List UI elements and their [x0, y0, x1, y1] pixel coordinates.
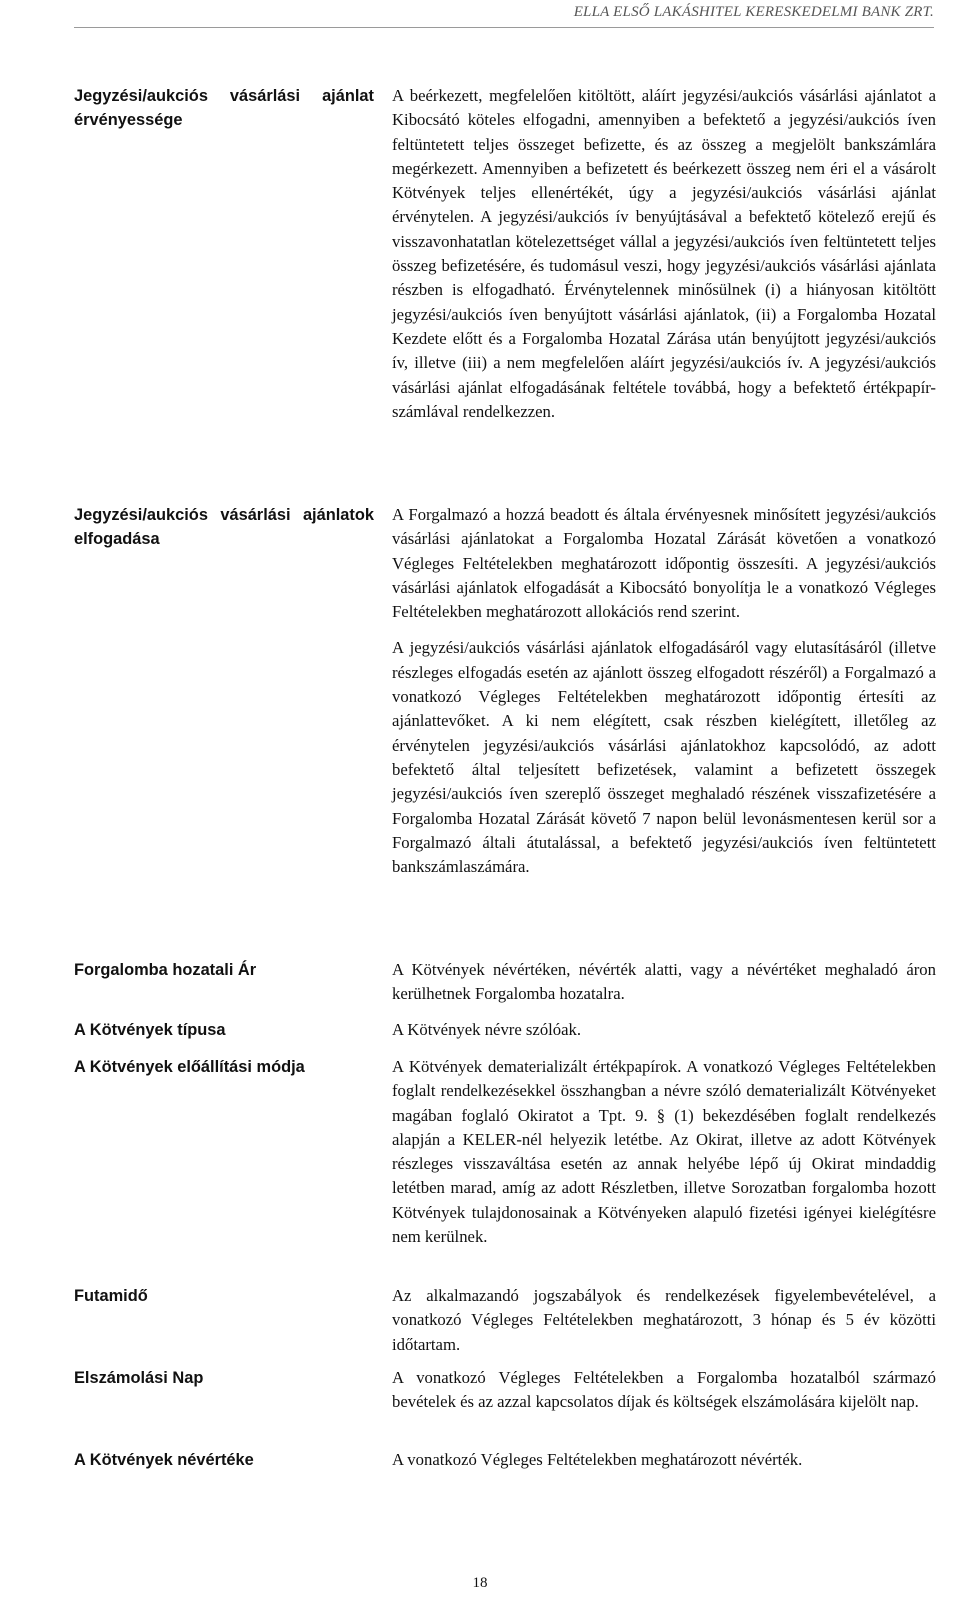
section-content	[392, 1018, 936, 1042]
section-label: Forgalomba hozatali Ár	[74, 961, 257, 979]
section-eloallitasi-mod	[74, 1055, 936, 1247]
section-content	[392, 1366, 936, 1415]
section-label: A Kötvények névértéke	[74, 1451, 254, 1469]
section-content	[392, 958, 936, 1007]
page-number: 18	[472, 1575, 488, 1591]
paragraph: A Kötvények névértéken, névérték alatti, vagy a névértéket meghaladó áron kerülhetnek Forgalomba hozatalra.	[392, 960, 936, 1004]
section-forgalomba-hozatali-ar	[74, 958, 936, 1004]
paragraph: A jegyzési/aukciós vásárlási ajánlatok elfogadásáról vagy elutasításáról (illetve részleges elfogadás esetén az ajánlott összeg elfogadott részéről) a Forgalmazó a vonatkozó Végleges Feltételekben meghatározott időpontig értesíti az ajánlattevőket. A ki nem elégített, csak részben kielégített, illetőleg az érvénytelen jegyzési/aukciós vásárlási ajánlatokhoz kapcsolódó, az adott befektető által teljesített befizetések, valamint a befizetett összegek jegyzési/aukciós íven szereplő összeget meghaladó részének visszafizetésére a Forgalomba Hozatal Zárását követő 7 napon belül levonásmentesen kerül sor a Forgalmazó általi átutalással, a befektető jegyzési/aukciós íven feltüntetett bankszámlaszámára.	[392, 638, 936, 877]
paragraph: A Forgalmazó a hozzá beadott és általa érvényesnek minősített jegyzési/aukciós vásárlási ajánlatokat a Forgalomba Hozatal Zárását követően a vonatkozó Végleges Feltételekben meghatározott időpontig összesíti. A jegyzési/aukciós vásárlási ajánlatok elfogadását a Kibocsátó bonyolítja le a vonatkozó Végleges Feltételekben meghatározott allokációs rend szerint.	[392, 505, 936, 622]
paragraph: A Kötvények névre szólóak.	[392, 1020, 582, 1039]
section-content	[392, 1448, 936, 1472]
section-kotvenyek-tipusa	[74, 1018, 936, 1042]
paragraph: A beérkezett, megfelelően kitöltött, aláírt jegyzési/aukciós vásárlási ajánlatot a Kibocsátó köteles elfogadni, amennyiben a befektető a jegyzési/aukciós íven feltüntetett teljes összeget befizette, és az összeg a megjelölt bankszámlára megérkezett. Amennyiben a befizetett és beérkezett összeg nem éri el a vásárolt Kötvények teljes ellenértékét, úgy a jegyzési/aukciós vásárlási ajánlat érvénytelen. A jegyzési/aukciós ív benyújtásával a befektető kötelező erejű és visszavonhatatlan kötelezettséget vállal a jegyzési/aukciós íven feltüntetett teljes összeg befizetésére, és tudomásul veszi, hogy jegyzési/aukciós vásárlási ajánlata részben is elfogadható. Érvénytelennek minősülnek (i) a hiányosan kitöltött jegyzési/aukciós íven benyújtott vásárlási ajánlatok, (ii) a Forgalomba Hozatal Kezdete előtt és a Forgalomba Hozatal Zárása után benyújtott jegyzési/aukciós ív, illetve (iii) a nem megfelelően aláírt jegyzési/aukciós ív. A jegyzési/aukciós vásárlási ajánlat elfogadásának feltétele továbbá, hogy a befektető értékpapír-számlával rendelkezzen.	[392, 86, 936, 421]
section-label: Jegyzési/aukciós vásárlási ajánlat érvényessége	[74, 87, 374, 129]
paragraph: Az alkalmazandó jogszabályok és rendelkezések figyelembevételével, a vonatkozó Végleges Feltételekben meghatározott, 3 hónap és 5 év közötti időtartam.	[392, 1286, 936, 1354]
paragraph: A vonatkozó Végleges Feltételekben meghatározott névérték.	[392, 1450, 803, 1469]
section-nevertek	[74, 1448, 936, 1472]
paragraph: A vonatkozó Végleges Feltételekben a Forgalomba hozatalból származó bevételek és az azzal kapcsolatos díjak és költségek elszámolására kijelölt nap.	[392, 1368, 936, 1412]
section-label: A Kötvények előállítási módja	[74, 1058, 305, 1076]
section-elszamolasi-nap	[74, 1366, 936, 1412]
section-ajanlatok-elfogadasa	[74, 503, 936, 877]
section-ajanlat-ervenyessege	[74, 84, 936, 421]
section-content	[392, 1284, 936, 1357]
running-header: ELLA ELSŐ LAKÁSHITEL KERESKEDELMI BANK ZRT.	[573, 4, 934, 20]
section-content	[392, 84, 936, 424]
section-futamido	[74, 1284, 936, 1354]
paragraph: A Kötvények dematerializált értékpapírok. A vonatkozó Végleges Feltételekben foglalt rendelkezésekkel összhangban a névre szóló dematerializált Kötvényeket magában foglaló Okiratot a Tpt. 9. § (1) bekezdésében foglalt rendelkezés alapján a KELER-nél helyezik letétbe. Az Okirat, illetve az adott Kötvények részleges visszaváltása esetén az annak helyébe lépő új Okirat mindaddig letétben marad, amíg az adott Részletben, illetve Sorozatban forgalomba hozott Kötvények tulajdonosainak a Kötvényeken alapuló fizetési igényei kielégítésre nem kerülnek.	[392, 1057, 936, 1247]
section-label: Elszámolási Nap	[74, 1369, 204, 1387]
section-content	[392, 503, 936, 879]
section-label: Futamidő	[74, 1287, 148, 1305]
section-content	[392, 1055, 936, 1249]
section-label: Jegyzési/aukciós vásárlási ajánlatok elfogadása	[74, 506, 374, 548]
section-label: A Kötvények típusa	[74, 1021, 226, 1039]
header-divider	[74, 27, 934, 28]
